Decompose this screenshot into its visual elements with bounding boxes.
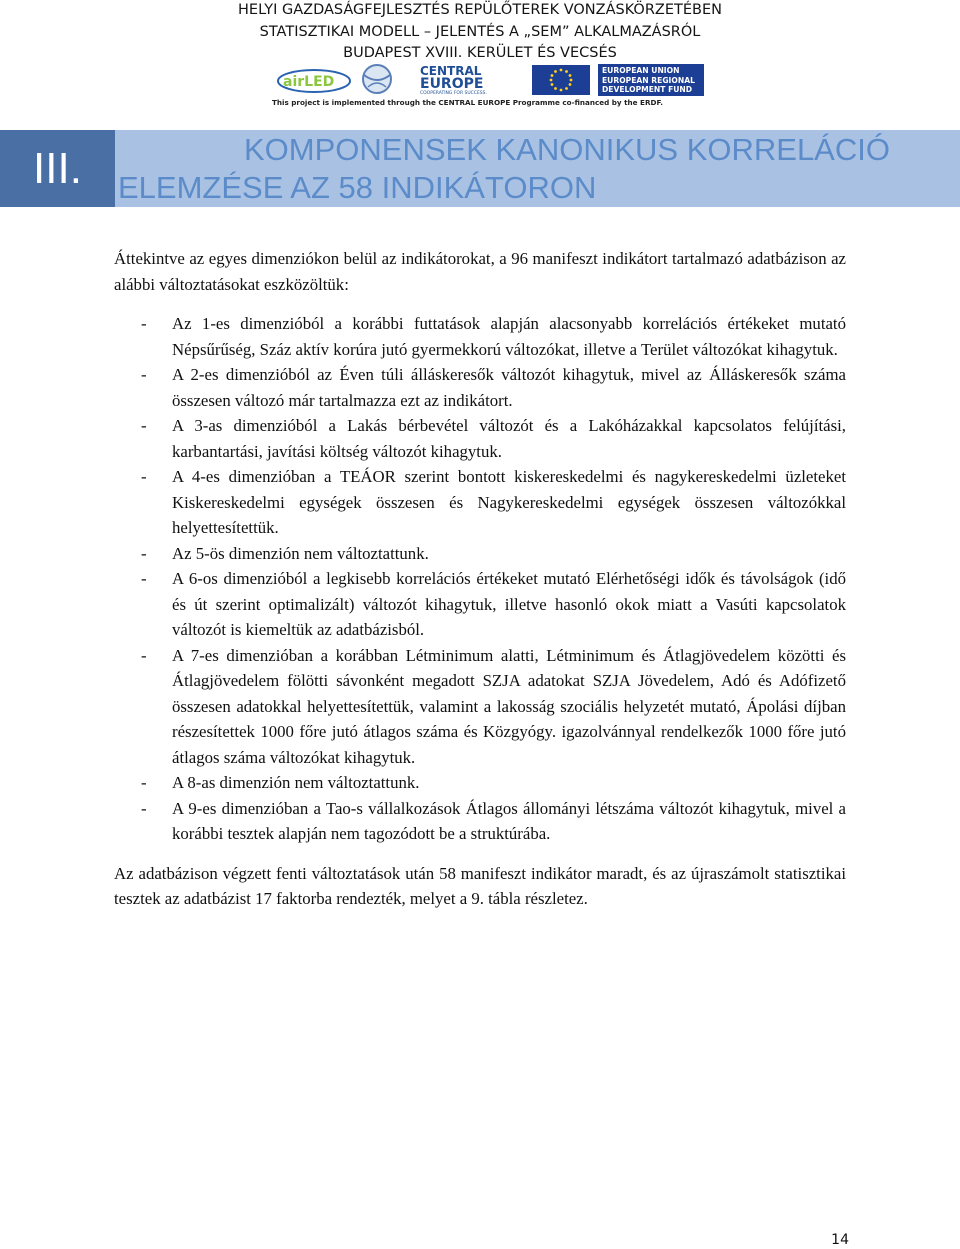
- airled-logo-text: airLED: [283, 74, 335, 90]
- list-bullet: -: [141, 798, 147, 818]
- central-europe-top-text: CENTRAL: [420, 64, 482, 78]
- section-title-line-1: KOMPONENSEK KANONIKUS KORRELÁCIÓ: [244, 132, 890, 167]
- body-content: [114, 246, 846, 912]
- list-bullet: -: [141, 365, 147, 384]
- list-item-text: A 3-as dimenzióból a Lakás bérbevétel változót és a Lakóházakkal kapcsolatos felújítási, karbantartási, javítási költség változót kihagytuk.: [172, 416, 846, 461]
- list-item: [114, 796, 846, 847]
- eu-fund-line-3: DEVELOPMENT FUND: [602, 85, 693, 95]
- list-bullet: -: [141, 416, 147, 435]
- header-line-2: STATISZTIKAI MODELL – JELENTÉS A „SEM” ALKALMAZÁSRÓL: [259, 23, 701, 40]
- eu-fund-logo: [598, 64, 704, 96]
- list-item: [114, 413, 846, 464]
- conclusion-paragraph: Az adatbázison végzett fenti változtatások után 58 manifeszt indikátor maradt, és az újraszámolt statisztikai tesztek az adatbázist 17 faktorba rendezték, melyet a 9. tábla részletez.: [114, 863, 846, 908]
- list-item-text: A 4-es dimenzióban a TEÁOR szerint bontott kiskereskedelmi és nagykereskedelmi üzleteket Kiskereskedelmi egységek összesen és Nagykereskedelmi egységek összesen változókkal helyettesítettük.: [172, 467, 846, 537]
- list-bullet: -: [141, 314, 147, 333]
- list-item: [114, 362, 846, 413]
- intro-paragraph: Áttekintve az egyes dimenziókon belül az indikátorokat, a 96 manifeszt indikátort tartalmazó adatbázison az alábbi változtatásokat eszközöltük:: [114, 249, 846, 294]
- list-bullet: -: [141, 773, 147, 792]
- eu-fund-line-2: EUROPEAN REGIONAL: [602, 75, 695, 85]
- list-item-text: Az 1-es dimenzióból a korábbi futtatások alapján alacsonyabb korrelációs értékeket mutató Népsűrűség, Száz aktív korúra jutó gyermekkorú változókat, illetve a Terület változókat kihagytuk.: [172, 314, 846, 359]
- central-europe-bottom-text: EUROPE: [420, 76, 484, 92]
- list-item-text: A 2-es dimenzióból az Éven túli álláskeresők változót kihagytuk, mivel az Álláskeresők száma összesen változó már tartalmazza ezt az indikátort.: [172, 365, 846, 410]
- section-title-line-2: ELEMZÉSE AZ 58 INDIKÁTORON: [118, 170, 597, 205]
- list-item: [114, 464, 846, 541]
- change-list: [114, 311, 846, 847]
- eu-fund-line-1: EUROPEAN UNION: [602, 66, 680, 75]
- list-item: [114, 311, 846, 362]
- list-bullet: -: [141, 569, 147, 588]
- list-item: [114, 770, 846, 796]
- list-item-text: Az 5-ös dimenzión nem változtattunk.: [172, 543, 429, 563]
- list-item-text: A 6-os dimenzióból a legkisebb korrelációs értékeket mutató Elérhetőségi idők és távolságok (idő és út szerint optimalizált) változót kihagytuk, illetve hasonló okok miatt a Vasúti kapcsolatok változót is kiemeltük az adatbázisból.: [172, 569, 846, 639]
- section-number: III.: [0, 130, 115, 207]
- header-line-3: BUDAPEST XVIII. KERÜLET ÉS VECSÉS: [343, 45, 617, 61]
- airled-logo: [276, 67, 352, 95]
- page-number: 14: [831, 1232, 849, 1248]
- section-title: [0, 131, 960, 207]
- list-item: [114, 566, 846, 643]
- central-europe-tagline: COOPERATING FOR SUCCESS.: [420, 91, 487, 95]
- list-bullet: -: [141, 467, 147, 486]
- list-bullet: -: [141, 645, 147, 665]
- list-item: [114, 643, 846, 771]
- list-item: [114, 541, 846, 567]
- central-europe-logo: [418, 63, 514, 95]
- list-item-text: A 7-es dimenzióban a korábban Létminimum alatti, Létminimum és Átlagjövedelem közötti és Átlagjövedelem fölötti sávonként megadott SZJA adatokat SZJA Jövedelem, Adó és Adófizető összesen adatokkal helyettesítettük, valamint a lakosság szociális helyzetét mutató, Ápolási díjban részesítettek 1000 főre jutó átlagos száma és Közgyógy. igazolvánnyal rendelkezők 1000 főre jutó átlagos száma változókat kihagytuk.: [172, 645, 846, 767]
- document-header: [0, 0, 960, 65]
- list-bullet: -: [141, 543, 147, 563]
- project-note: This project is implemented through the CENTRAL EUROPE Programme co-financed by the ERDF.: [272, 98, 664, 107]
- eu-flag-icon: [532, 65, 590, 95]
- list-item-text: A 9-es dimenzióban a Tao-s vállalkozások Átlagos állományi létszáma változót kihagytuk, mivel a korábbi tesztek alapján nem tagozódott be a struktúrába.: [172, 798, 846, 843]
- header-line-1: HELYI GAZDASÁGFEJLESZTÉS REPÜLŐTEREK VONZÁSKÖRZETÉBEN: [238, 2, 722, 18]
- partner-logos: [270, 63, 710, 97]
- globe-icon: [358, 63, 396, 95]
- list-item-text: A 8-as dimenzión nem változtattunk.: [172, 773, 420, 792]
